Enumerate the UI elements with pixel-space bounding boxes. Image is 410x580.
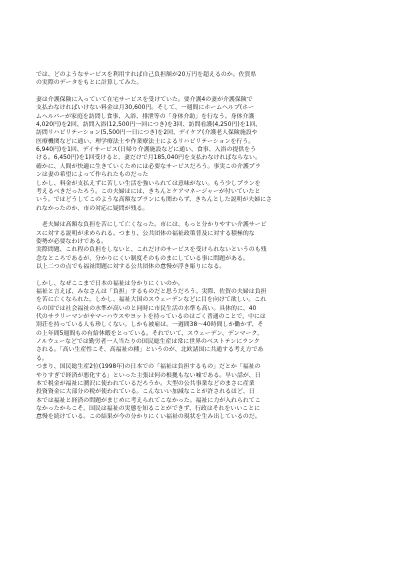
text-line: ムヘルパーが家庭を訪問し食事、入浴、排泄等の「身体介助」を行なう。身体介護 [36,113,255,120]
text-line: を苦に亡くなられた。しかし、福祉大国のスウェーデンなどに目を向けて欲しい。これ [36,297,267,304]
text-line: ける。6,450円)を1回受けると、妻だけで月185,040円を支払わなければならない。 [36,155,261,162]
text-line: らの国では社会福祉の水準が高いのと同時に市民生活の水準も高い。具体的に、40 [36,305,257,312]
text-line: 老夫婦は高額な負担を苦にして亡くなった。市には、もっと分かりやすい介護サービ [36,222,267,229]
paragraph-gap [36,213,382,221]
text-line: では、どのようなサービスを利用すれば自己負担額が20万円を超えるのか。佐賀県 [36,72,257,78]
text-line: スに対する説明が求められる。つまり、公共団体の福祉政策普及に対する積極的な [36,230,255,237]
text-line: ンは妻の希望によって作られたものだった [36,172,149,179]
text-line: 医療機関などに通い、理学療法士や作業療法士によるリハビリテーションを行う。 [36,138,255,145]
text-line: 姿勢が必要なわけである。 [36,238,107,245]
text-line: 訪問リハビリテーション(5,500円一日につき)を2回、デイケア(介護老人保険施設や [36,130,258,137]
text-line: 怠慢を続けている。この結果が今の分かりにくい福祉の現状を生み出しているのだ。 [36,414,261,421]
text-line: 実際問題、これ程の負担をしないと、これだけのサービスを受けられないというのも残 [36,247,267,254]
paragraph-critique [36,221,382,271]
text-line: れなかったのか、市の対応に疑問が残る。 [36,205,149,212]
text-line: 4,020円)を2回、訪問入浴(12,500円一回につき)を3回、訪問看護(4,250円)を1回、 [36,122,262,129]
text-line: いう。ではどうしてこのような高額なプランにも関わらず、きちんとした説明が夫婦にさ [36,197,272,204]
text-line: る。 [36,355,48,362]
document-body [36,71,382,422]
paragraph-case-details [36,96,382,213]
text-line: 以上二つの点でも福祉問題に対する公共団体の怠慢が浮き彫りになる。 [36,264,226,270]
paragraph-welfare-comparison [36,280,382,422]
paragraph-gap [36,88,382,96]
text-line: 6,940円)を1回、デイサービス(日帰り介護施設などに通い、食事、入浴の提供をう [36,147,257,154]
paragraph-intro [36,71,382,88]
text-line: の上年間5週間もの有給休暇をとっている。それでいて、スウェーデン、デンマーク、 [36,330,263,337]
text-line: つまり、国民総生産2位(1998年)の日本での「福祉は負担するもの」だとか「福祉の [36,364,261,371]
text-line: ノルウェーなどでは勤労者一人当たりの国民総生産は常に世界のベストテンにランク [36,339,260,346]
text-line: 投資資金に大部分の税が使われている。こんないい加減なことが許されるほど、日 [36,389,255,396]
text-line: 本では福祉と経済の問題がまじめに考えられてこなかった。福祉に力が入れられてこ [36,397,261,404]
text-line: 確かに、人間が快適に生きていくためには必要なサービスだろう。事実この介護プラ [36,163,261,170]
text-line: 考えるべきだったろう。この夫婦はには、きちんとケアマネージャーが付いていたと [36,188,261,195]
text-line: やりすぎで経済が悪化する」といった主張は何の根拠もない嘘である。早い話が、日 [36,372,261,379]
text-line: しかし、料金が支払えずに苦しい生活を強いられては意味がない。もう少しプランを [36,180,261,187]
text-line: の実際のデータをもとに計算してみた。 [36,80,143,87]
text-line: 念なところであるが、分かりにくい制度そのものまにしている事に問題がある。 [36,255,249,262]
text-line: 妻は介護保険に入っていて在宅サービスを受けていた。要介護4の妻が介護保険で [36,97,253,104]
text-line: 本で税金が福祉に潤沢に使われているだろうか。大型の公共事業などのまさに産業 [36,380,255,387]
text-line: 支払わなければいけない料金は月30,600円。そして、一週間にホームヘルプ(ホー [36,105,254,112]
text-line: なかったからこそ、国民は福祉の実態を知ることができず、行政はそれをいいことに [36,405,261,412]
text-line: される。「高い生産性こそ、高福祉の種」というのが、北欧諸国に共通する考え方であ [36,347,264,354]
text-line: しかし、なぜここまで日本の福祉は分かりにくいのか。 [36,280,184,287]
paragraph-gap [36,271,382,279]
text-line: 福祉と言えば、みなさんは「負担」するものだと思うだろう。実際、佐賀の夫婦は負担 [36,289,267,296]
text-line: 代のサラリーマンがサマーハウスやヨットを持っているのはごく普通のことで、中には [36,314,266,321]
text-line: 別荘を持っている人も珍しくない。しかも被雇は、一週間38〜40時間しか働かず、そ [36,322,264,329]
